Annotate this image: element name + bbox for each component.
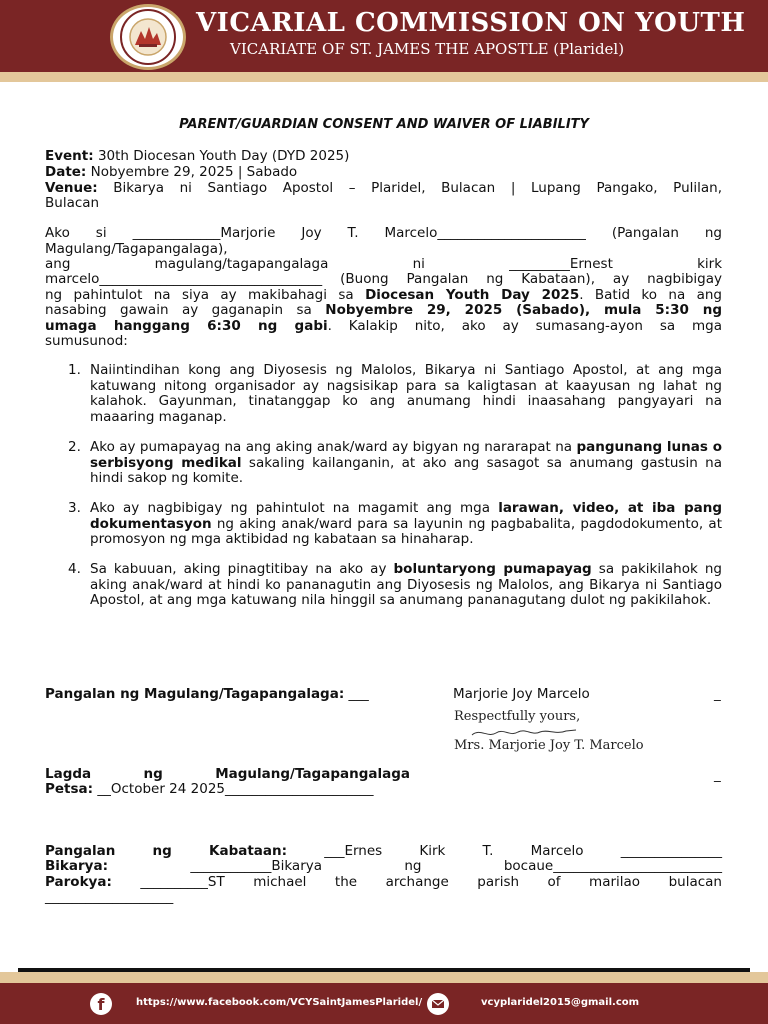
item-bold-text: larawan, video, at iba pang dokumentasyon	[90, 500, 722, 532]
header-subtitle: VICARIATE OF ST. JAMES THE APOSTLE (Plaridel)	[230, 40, 625, 58]
event-schedule-bold: umaga hanggang 6:30 ng gabi	[45, 318, 328, 334]
consent-line-4	[45, 271, 722, 287]
facebook-link[interactable]: https://www.facebook.com/VCYSaintJamesPlaridel/	[136, 997, 423, 1008]
event-value: 30th Diocesan Youth Day (DYD 2025)	[97, 148, 350, 164]
list-item	[90, 562, 722, 609]
footer-stripe	[0, 972, 768, 983]
bikarya-value: bocaue_________________________	[503, 858, 722, 874]
parent-name-blank: ___	[348, 686, 369, 702]
venue-line	[45, 180, 722, 196]
consent-text: nasabing gawain ay gaganapin sa	[45, 302, 312, 318]
parokya-label: Parokya:	[45, 874, 112, 890]
consent-text: ang	[45, 256, 71, 272]
parokya-value: michael	[253, 874, 307, 890]
consent-text: Ako si	[45, 225, 107, 241]
list-item	[90, 363, 722, 425]
header-title: VICARIAL COMMISSION ON YOUTH	[196, 8, 746, 38]
youth-name-label: ng	[152, 843, 172, 859]
petsa-label: Petsa:	[45, 781, 94, 797]
consent-line-2: Magulang/Tagapangalaga),	[45, 241, 228, 257]
event-schedule-bold: Nobyembre 29, 2025 (Sabado), mula 5:30 ng	[325, 302, 722, 318]
parokya-end: ___________________	[45, 889, 174, 905]
item-number: 3.	[68, 500, 81, 516]
item-text: Ako ay nagbibigay ng pahintulot na magamit ang mga	[90, 500, 499, 516]
youth-name-fill: kirk	[697, 256, 723, 272]
date-value: Nobyembre 29, 2025 | Sabado	[90, 164, 298, 180]
lagda-label: Lagda	[45, 766, 92, 782]
item-text: Sa kabuuan, aking pinagtitibay na ako ay	[90, 561, 394, 577]
petsa-row	[45, 781, 374, 797]
lagda-end: _	[714, 767, 721, 783]
venue-label: Venue:	[45, 180, 98, 196]
email-link[interactable]: vcyplaridel2015@gmail.com	[481, 997, 640, 1008]
parokya-value: bulacan	[668, 874, 722, 890]
consent-text: . Kalakip nito, ako ay sumasang-ayon sa mga	[327, 318, 722, 334]
consent-line-6	[45, 302, 722, 318]
date-label: Date:	[45, 164, 87, 180]
parokya-value: archange	[385, 874, 449, 890]
lagda-label: ng	[143, 766, 163, 782]
item-text: sa pakikilahok ng aking anak/ward at hindi ko pananagutin ang Diyosesis ng Malolos, ang Bikarya ni Santiago Apostol, at ang mga katuwang nila hinggil sa anumang pananagutang dulot ng pakikilahok.	[90, 561, 722, 608]
parokya-value: marilao	[589, 874, 641, 890]
item-bold-text: boluntaryong pumapayag	[393, 561, 592, 577]
signature-name: Mrs. Marjorie Joy T. Marcelo	[454, 738, 644, 753]
youth-name-row	[45, 843, 722, 859]
date-line	[45, 164, 297, 180]
petsa-value: __October 24 2025______________________	[97, 781, 374, 797]
parent-name-label: Pangalan ng Magulang/Tagapangalaga:	[45, 686, 345, 702]
event-name-bold: Diocesan Youth Day 2025	[365, 287, 580, 303]
consent-text: ni	[412, 256, 425, 272]
consent-line-1	[45, 225, 722, 241]
youth-name-value: T.	[482, 843, 494, 859]
youth-name-label: Kabataan:	[209, 843, 288, 859]
consent-line-7	[45, 318, 722, 334]
parokya-value: parish	[477, 874, 520, 890]
list-item	[90, 440, 722, 487]
consent-line-5	[45, 287, 722, 303]
consent-text: ng pahintulot na siya ay makibahagi sa	[45, 287, 354, 303]
youth-name-fill: _________Ernest	[509, 256, 613, 272]
event-label: Event:	[45, 148, 94, 164]
item-text: Naiintindihan kong ang Diyosesis ng Malolos, Bikarya ni Santiago Apostol, at ang mga katuwang nitong organisador ay nagsisikap para sa kaligtasan at kaayusan ng lahat ng kalahok. Gayunman, tinatanggap ko ang anumang hindi inaasahang pangyayari na maaaring maganap.	[90, 362, 722, 425]
youth-name-blank: _______________	[620, 843, 722, 859]
consent-line-8: sumusunod:	[45, 333, 128, 349]
parokya-value: __________ST	[140, 874, 225, 890]
youth-name-value: Marcelo	[530, 843, 584, 859]
consent-text: (Pangalan ng	[611, 225, 722, 241]
vcy-logo	[110, 4, 186, 70]
email-icon[interactable]	[427, 993, 449, 1015]
lagda-label: Magulang/Tagapangalaga	[215, 766, 410, 782]
venue-value: Bikarya ni Santiago Apostol – Plaridel, Bulacan | Lupang Pangako, Pulilan,	[113, 180, 722, 196]
signature-greeting: Respectfully yours,	[454, 709, 581, 724]
consent-text: magulang/tagapangalaga	[154, 256, 329, 272]
youth-name-value: Kirk	[419, 843, 446, 859]
document-title: PARENT/GUARDIAN CONSENT AND WAIVER OF LIABILITY	[179, 117, 589, 132]
parokya-value: of	[547, 874, 561, 890]
item-text: ng aking anak/ward para sa layunin ng pagbabalita, pagdodokumento, at promosyon ng mga aktibidad ng kabataan sa hinaharap.	[90, 515, 722, 547]
facebook-icon[interactable]: f	[90, 993, 112, 1015]
item-text: Ako ay pumapayag na ang aking anak/ward ay bigyan ng nararapat na	[90, 439, 577, 455]
youth-name-value: ___Ernes	[324, 843, 383, 859]
lagda-row	[45, 766, 410, 782]
parent-name-end: _	[714, 686, 721, 702]
header-stripe	[0, 72, 768, 82]
bikarya-value: ng	[404, 858, 422, 874]
consent-text: . Batid ko na ang	[579, 287, 722, 303]
youth-name-label: Pangalan	[45, 843, 116, 859]
item-bold-text: pangunang lunas o serbisyong medikal	[90, 439, 723, 471]
parent-name-fill: _____________Marjorie Joy T. Marcelo______________________	[132, 225, 586, 241]
venue-line-2: Bulacan	[45, 195, 100, 211]
item-text: sakaling kailanganin, at ako ang sasagot sa anumang gastusin na hindi sakop ng komite.	[90, 454, 722, 486]
parent-name-row	[45, 686, 369, 702]
item-number: 4.	[68, 561, 81, 577]
item-number: 1.	[68, 362, 81, 378]
parent-name-value: Marjorie Joy Marcelo	[453, 686, 590, 702]
consent-text: (Buong Pangalan ng Kabataan), ay nagbibigay	[340, 271, 722, 287]
parokya-row	[45, 874, 722, 890]
bikarya-row	[45, 858, 722, 874]
bikarya-value: ____________Bikarya	[190, 858, 323, 874]
parokya-value: the	[334, 874, 358, 890]
event-line	[45, 148, 349, 164]
list-item	[90, 501, 722, 548]
consent-line-3	[45, 256, 722, 272]
youth-name-fill: marcelo_________________________________	[45, 271, 323, 287]
bikarya-label: Bikarya:	[45, 858, 108, 874]
item-number: 2.	[68, 439, 81, 455]
